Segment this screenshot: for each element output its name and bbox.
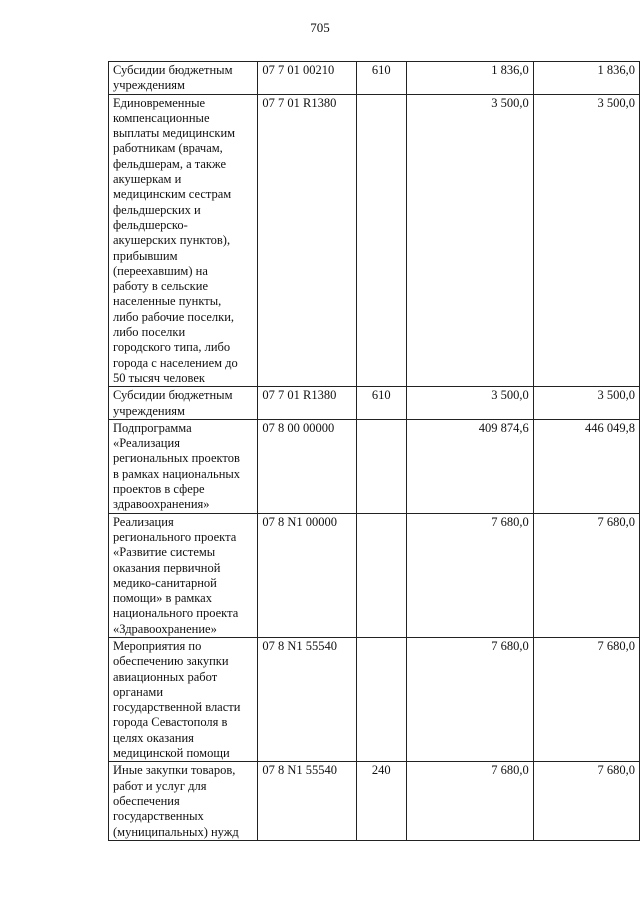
expense-name-line: «Развитие системы xyxy=(113,545,216,560)
expense-name-line: обеспечению закупки xyxy=(113,654,229,669)
expense-name-line: медицинской помощи xyxy=(113,746,230,761)
expense-name-line: целях оказания xyxy=(113,730,194,745)
expense-name-line: Мероприятия по xyxy=(113,638,202,653)
expense-name-line: «Здравоохранение» xyxy=(113,621,217,636)
expense-name-line: учреждениям xyxy=(113,403,185,418)
amount-first-year-cell: 3 500,0 xyxy=(406,94,533,387)
expense-name-line: органами xyxy=(113,684,164,699)
expense-name-line: Субсидии бюджетным xyxy=(113,388,233,403)
expense-name-line: фельдшерско- xyxy=(113,217,188,232)
expense-name-line: (переехавшим) на xyxy=(113,263,208,278)
amount-first-year-cell: 3 500,0 xyxy=(406,387,533,420)
expense-name-line: акушеркам и xyxy=(113,172,182,187)
page-number: 705 xyxy=(310,20,330,35)
amount-second-year-cell: 7 680,0 xyxy=(533,637,639,761)
expense-name-line: государственных xyxy=(113,809,204,824)
classification-code-cell: 07 8 00 00000 xyxy=(258,419,356,513)
expense-name-line: 50 тысяч человек xyxy=(113,370,205,385)
expense-type-cell: 610 xyxy=(356,62,406,95)
expense-name-line: учреждениям xyxy=(113,78,185,93)
expense-name-line: городского типа, либо xyxy=(113,340,231,355)
expense-name-line: либо поселки xyxy=(113,325,186,340)
expense-type-cell xyxy=(356,513,406,637)
expense-name-cell xyxy=(109,513,258,637)
amount-second-year-cell: 1 836,0 xyxy=(533,62,639,95)
expense-name-line: работ и услуг для xyxy=(113,778,207,793)
expense-name-line: помощи» в рамках xyxy=(113,591,212,606)
expense-name-line: Единовременные xyxy=(113,95,206,110)
amount-first-year-cell: 7 680,0 xyxy=(406,513,533,637)
budget-table xyxy=(108,61,640,841)
expense-name-line: медицинским сестрам xyxy=(113,187,232,202)
table-row xyxy=(109,419,640,513)
expense-name-line: проектов в сфере xyxy=(113,482,205,497)
amount-first-year-cell: 1 836,0 xyxy=(406,62,533,95)
classification-code-cell: 07 7 01 00210 xyxy=(258,62,356,95)
expense-name-line: либо рабочие поселки, xyxy=(113,309,235,324)
expense-name-line: фельдшерам, а также xyxy=(113,156,227,171)
expense-name-line: здравоохранения» xyxy=(113,497,210,512)
expense-name-line: авиационных работ xyxy=(113,669,218,684)
expense-name-line: акушерских пунктов), xyxy=(113,233,231,248)
expense-name-line: государственной власти xyxy=(113,700,241,715)
expense-name-line: обеспечения xyxy=(113,793,180,808)
expense-name-line: фельдшерских и xyxy=(113,202,201,217)
expense-name-cell xyxy=(109,94,258,387)
amount-first-year-cell: 7 680,0 xyxy=(406,637,533,761)
classification-code-cell: 07 7 01 R1380 xyxy=(258,94,356,387)
expense-name-line: города с населением до xyxy=(113,355,238,370)
expense-name-line: в рамках национальных xyxy=(113,466,241,481)
table-row xyxy=(109,62,640,95)
expense-name-line: Реализация xyxy=(113,514,174,529)
expense-name-line: работникам (врачам, xyxy=(113,141,223,156)
expense-type-cell xyxy=(356,637,406,761)
expense-name-line: оказания первичной xyxy=(113,560,221,575)
expense-name-line: регионального проекта xyxy=(113,529,237,544)
table-row xyxy=(109,94,640,387)
expense-name-line: Подпрограмма xyxy=(113,420,192,435)
expense-name-line: «Реализация xyxy=(113,436,180,451)
expense-name-cell xyxy=(109,637,258,761)
classification-code-cell: 07 7 01 R1380 xyxy=(258,387,356,420)
amount-second-year-cell: 7 680,0 xyxy=(533,762,639,840)
expense-name-line: прибывшим xyxy=(113,248,178,263)
expense-name-cell xyxy=(109,387,258,420)
expense-name-line: населенные пункты, xyxy=(113,294,222,309)
expense-name-line: региональных проектов xyxy=(113,451,240,466)
classification-code-cell: 07 8 N1 00000 xyxy=(258,513,356,637)
expense-name-line: Субсидии бюджетным xyxy=(113,63,233,77)
table-row xyxy=(109,762,640,840)
expense-name-line: Иные закупки товаров, xyxy=(113,763,236,778)
expense-name-line: города Севастополя в xyxy=(113,715,228,730)
expense-name-line: компенсационные xyxy=(113,110,210,125)
amount-first-year-cell: 409 874,6 xyxy=(406,419,533,513)
classification-code-cell: 07 8 N1 55540 xyxy=(258,762,356,840)
table-row xyxy=(109,513,640,637)
classification-code-cell: 07 8 N1 55540 xyxy=(258,637,356,761)
expense-type-cell: 610 xyxy=(356,387,406,420)
expense-name-cell xyxy=(109,62,258,95)
budget-table-body xyxy=(109,62,640,841)
table-row xyxy=(109,637,640,761)
expense-type-cell xyxy=(356,94,406,387)
amount-second-year-cell: 446 049,8 xyxy=(533,419,639,513)
amount-second-year-cell: 3 500,0 xyxy=(533,94,639,387)
amount-first-year-cell: 7 680,0 xyxy=(406,762,533,840)
expense-name-line: медико-санитарной xyxy=(113,575,217,590)
expense-name-line: выплаты медицинским xyxy=(113,126,236,141)
amount-second-year-cell: 3 500,0 xyxy=(533,387,639,420)
table-row xyxy=(109,387,640,420)
expense-name-line: работу в сельские xyxy=(113,279,208,294)
expense-name-cell xyxy=(109,762,258,840)
amount-second-year-cell: 7 680,0 xyxy=(533,513,639,637)
expense-type-cell: 240 xyxy=(356,762,406,840)
expense-type-cell xyxy=(356,419,406,513)
expense-name-line: (муниципальных) нужд xyxy=(113,824,239,839)
expense-name-line: национального проекта xyxy=(113,606,239,621)
expense-name-cell xyxy=(109,419,258,513)
